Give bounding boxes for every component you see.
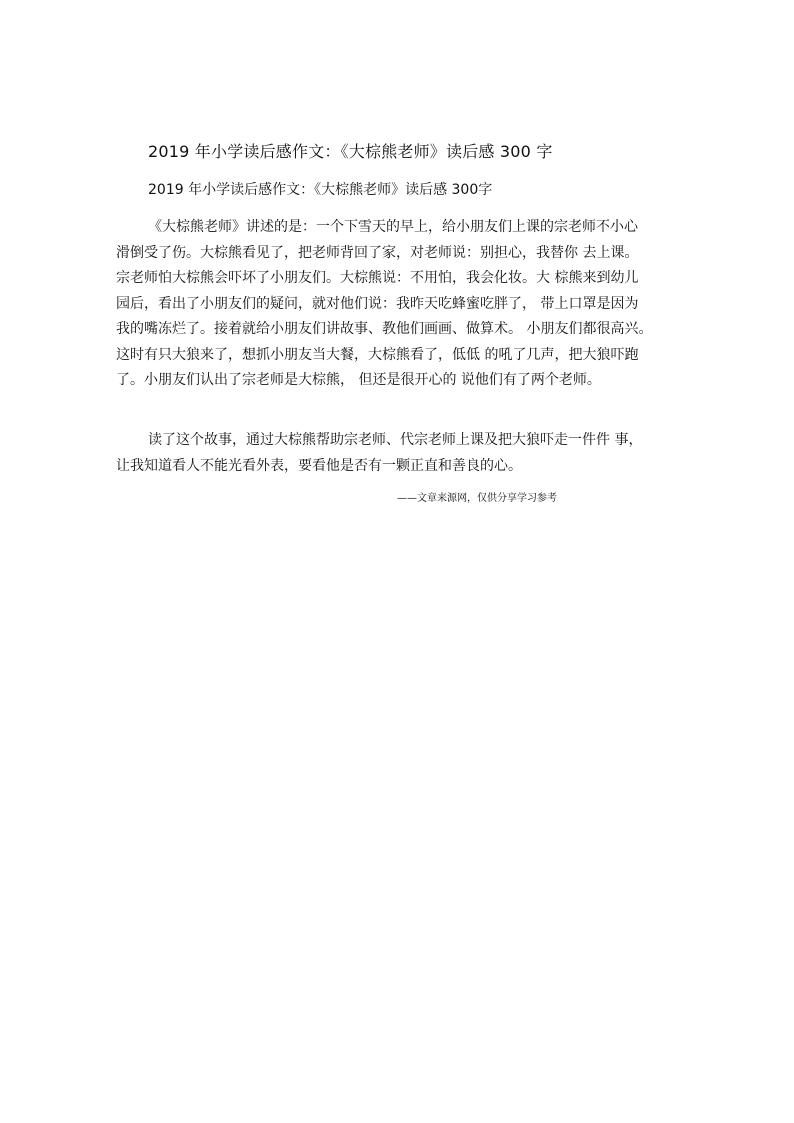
paragraph-line: 园后，看出了小朋友们的疑问，就对他们说：我昨天吃蜂蜜吃胖了， 带上口罩是因为: [116, 295, 639, 312]
document-subtitle: 2019 年小学读后感作文：《大棕熊老师》读后感 300字: [148, 182, 493, 198]
paragraph-line: 读了这个故事，通过大棕熊帮助宗老师、代宗老师上课及把大狼吓走一件件 事，: [148, 432, 643, 448]
document-title: 2019 年小学读后感作文：《大棕熊老师》读后感 300 字: [148, 142, 553, 161]
paragraph-line: 滑倒受了伤。大棕熊看见了，把老师背回了家，对老师说：别担心，我替你 去上课。: [116, 244, 639, 261]
paragraph-line: 《大棕熊老师》讲述的是：一个下雪天的早上，给小朋友们上课的宗老师不小心: [148, 219, 638, 235]
paragraph-line: 让我知道看人不能光看外表，要看他是否有一颗正直和善良的心。: [116, 457, 522, 474]
paragraph-line: 宗老师怕大棕熊会吓坏了小朋友们。大棕熊说：不用怕，我会化妆。大 棕熊来到幼儿: [116, 270, 639, 286]
paragraph-line: 这时有只大狼来了，想抓小朋友当大餐，大棕熊看了，低低 的吼了几声，把大狼吓跑: [116, 346, 639, 363]
paragraph-reflection: [116, 428, 694, 479]
source-note: ——文章来源网，仅供分享学习参考: [397, 493, 557, 504]
paragraph-line: 我的嘴冻烂了。接着就给小朋友们讲故事、教他们画画、做算术。 小朋友们都很高兴。: [116, 321, 653, 337]
paragraph-line: 了。小朋友们认出了宗老师是大棕熊， 但还是很开心的 说他们有了两个老师。: [116, 372, 601, 388]
paragraph-story: [116, 215, 694, 394]
